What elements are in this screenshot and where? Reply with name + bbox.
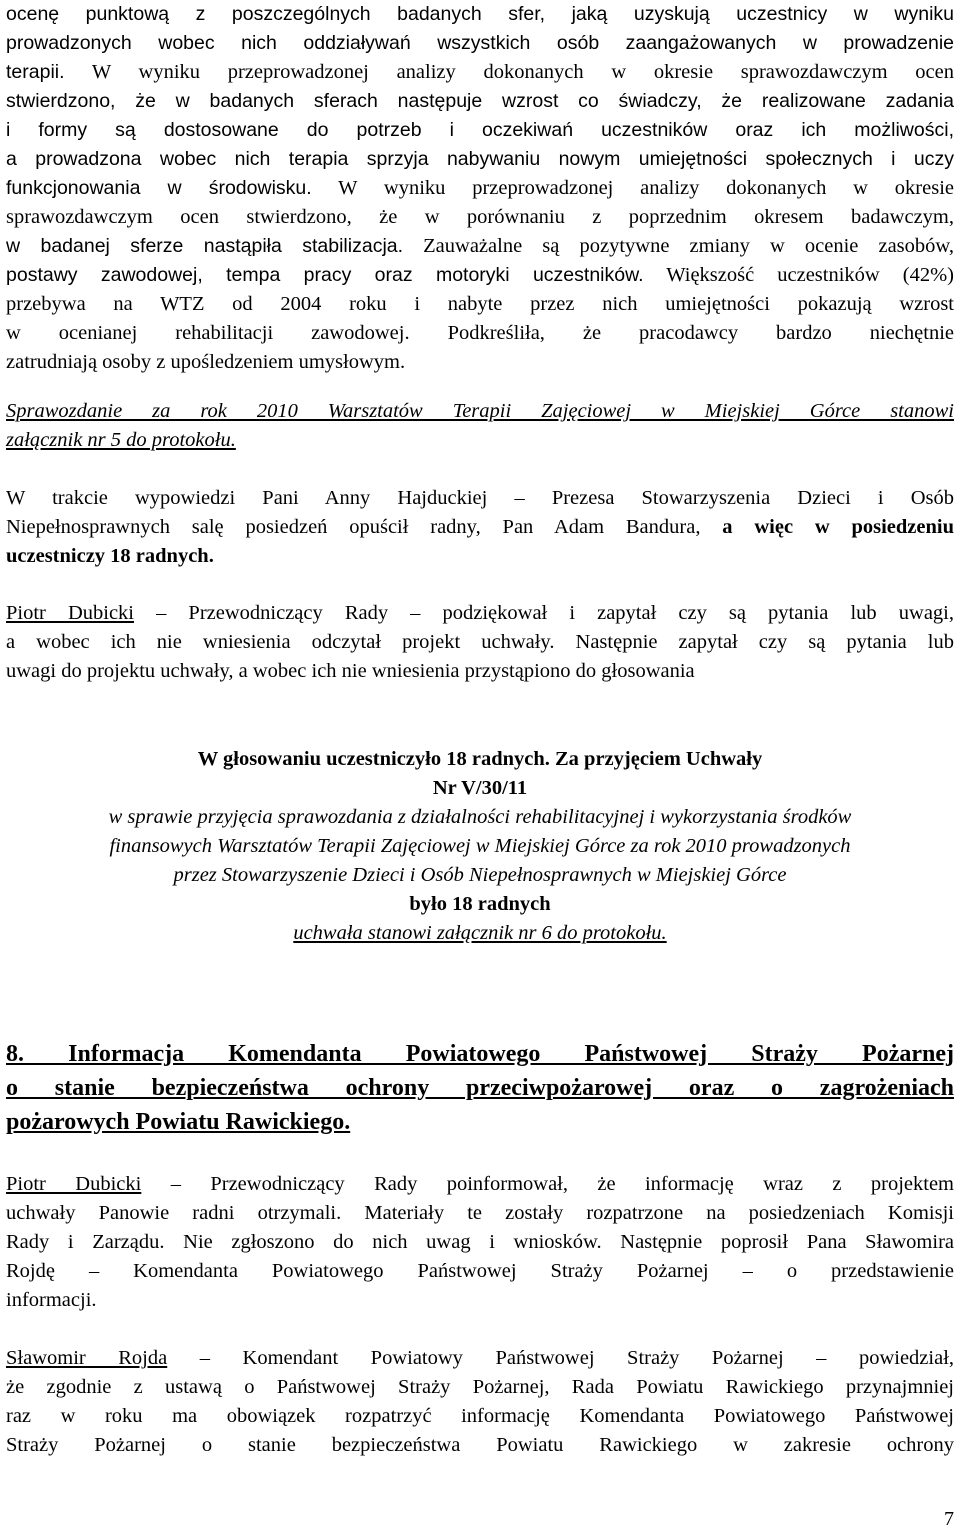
text-span: terapii.: [6, 61, 65, 83]
text-line: [6, 261, 954, 290]
text-line: i formy są dostosowane do potrzeb i oczekiwań uczestników oraz ich możliwości,: [6, 119, 954, 141]
text-line: [6, 1170, 954, 1199]
text-line: Sprawozdanie za rok 2010 Warsztatów Terapii Zajęciowej w Miejskiej Górce stanowi: [6, 400, 954, 422]
text-line: [6, 319, 954, 348]
text-line: W trakcie wypowiedzi Pani Anny Hajduckiej – Prezesa Stowarzyszenia Dzieci i Osób: [6, 487, 954, 509]
paragraph-rojda: [6, 1344, 954, 1460]
resolution-number: Nr V/30/11: [432, 777, 528, 799]
text-span: W wyniku przeprowadzonej analizy dokonanych w okresie sprawozdawczym ocen: [91, 61, 954, 83]
text-line: zatrudniają osoby z upośledzeniem umysłowym.: [6, 351, 406, 373]
text-line: informacji.: [6, 1289, 97, 1311]
text-span: a więc w posiedzeniu: [722, 516, 954, 538]
text-span: – Przewodniczący Rady – podziękował i zapytał czy są pytania lub uwagi,: [134, 602, 954, 624]
text-line: Straży Pożarnej o stanie bezpieczeństwa Powiatu Rawickiego w zakresie ochrony: [6, 1434, 954, 1456]
text-line: [6, 628, 954, 657]
text-span: a wobec ich nie wniesienia odczytał projekt uchwały.: [6, 631, 555, 653]
page-number: 7: [944, 1508, 954, 1530]
heading-line: pożarowych Powiatu Rawickiego.: [6, 1109, 351, 1135]
text-span: Zauważalne są pozytywne zmiany w ocenie zasobów,: [423, 235, 955, 257]
text-line: [6, 745, 954, 774]
paragraph-hajduckiej: [6, 484, 954, 571]
speaker-name: Piotr Dubicki: [6, 1173, 142, 1195]
text-span: funkcjonowania w środowisku.: [6, 177, 312, 199]
text-line: że zgodnie z ustawą o Państwowej Straży Pożarnej, Rada Powiatu Rawickiego przynajmniej: [6, 1376, 954, 1398]
text-span: Większość uczestników (42%): [666, 264, 954, 286]
text-span: Podkreśliła, że pracodawcy bardzo niechętnie: [447, 322, 954, 344]
text-line: przez Stowarzyszenie Dzieci i Osób Niepełnosprawnych w Miejskiej Górce: [173, 864, 787, 886]
text-line: uczestniczy 18 radnych.: [6, 545, 214, 567]
text-span: W wyniku przeprowadzonej analizy dokonanych w okresie: [338, 177, 954, 199]
text-line: [6, 174, 954, 203]
text-line: ocenę punktową z poszczególnych badanych sfer, jaką uzyskują uczestnicy w wyniku: [6, 3, 954, 25]
heading-line: o stanie bezpieczeństwa ochrony przeciwpożarowej oraz o zagrożeniach: [6, 1075, 954, 1101]
text-span: – Przewodniczący Rady poinformował, że informację wraz z projektem: [141, 1173, 954, 1195]
text-line: uchwała stanowi załącznik nr 6 do protokołu.: [293, 922, 667, 944]
text-line: uchwały Panowie radni otrzymali. Materiały te zostały rozpatrzone na posiedzeniach Komisji: [6, 1202, 954, 1224]
text-span: postawy zawodowej, tempa pracy oraz motoryki uczestników.: [6, 264, 644, 286]
paragraph-dubicki-information: [6, 1170, 954, 1315]
text-line: Rojdę – Komendanta Powiatowego Państwowej Straży Pożarnej – o przedstawienie: [6, 1260, 954, 1282]
text-line: [6, 599, 954, 628]
speaker-name: Piotr Dubicki: [6, 602, 134, 624]
text-line: było 18 radnych: [409, 893, 551, 915]
vote-result-block: [6, 745, 954, 948]
text-span: Za przyjęciem Uchwały: [555, 748, 763, 770]
text-span: Następnie zapytał czy są pytania lub: [575, 631, 955, 653]
text-line: załącznik nr 5 do protokołu.: [6, 429, 236, 451]
text-line: finansowych Warsztatów Terapii Zajęciowej w Miejskiej Górce za rok 2010 prowadzonych: [109, 835, 851, 857]
speaker-name: Sławomir Rojda: [6, 1347, 168, 1369]
text-line: przebywa na WTZ od 2004 roku i nabyte przez nich umiejętności pokazują wzrost: [6, 293, 954, 315]
text-span: w ocenianej rehabilitacji zawodowej.: [6, 322, 410, 344]
paragraph-evaluation: [6, 0, 954, 377]
section-heading-8: [6, 1037, 954, 1139]
text-line: stwierdzono, że w badanych sferach następuje wzrost co świadczy, że realizowane zadania: [6, 90, 954, 112]
text-line: Rady i Zarządu. Nie zgłoszono do nich uwag i wniosków. Następnie poprosił Pana Sławomira: [6, 1231, 954, 1253]
text-line: [6, 1344, 954, 1373]
text-span: W głosowaniu uczestniczyło 18 radnych.: [197, 748, 550, 770]
report-attachment-note: [6, 397, 954, 455]
text-span: – Komendant Powiatowy Państwowej Straży Pożarnej – powiedział,: [167, 1347, 955, 1369]
text-line: prowadzonych wobec nich oddziaływań wszystkich osób zaangażowanych w prowadzenie: [6, 32, 954, 54]
text-line: [6, 232, 954, 261]
text-span: Niepełnosprawnych salę posiedzeń opuścił radny, Pan Adam Bandura,: [6, 516, 701, 538]
text-line: uwagi do projektu uchwały, a wobec ich nie wniesienia przystąpiono do głosowania: [6, 660, 695, 682]
text-line: sprawozdawczym ocen stwierdzono, że w porównaniu z poprzednim okresem badawczym,: [6, 206, 954, 228]
paragraph-dubicki-vote-intro: [6, 599, 954, 686]
text-line: [6, 58, 954, 87]
text-span: w badanej sferze nastąpiła stabilizacja.: [6, 235, 404, 257]
heading-line: 8. Informacja Komendanta Powiatowego Państwowej Straży Pożarnej: [6, 1041, 954, 1067]
text-line: a prowadzona wobec nich terapia sprzyja nabywaniu nowym umiejętności społecznych i uczy: [6, 148, 954, 170]
text-line: [6, 513, 954, 542]
text-line: raz w roku ma obowiązek rozpatrzyć informację Komendanta Powiatowego Państwowej: [6, 1405, 954, 1427]
text-line: w sprawie przyjęcia sprawozdania z działalności rehabilitacyjnej i wykorzystania środków: [108, 806, 852, 828]
